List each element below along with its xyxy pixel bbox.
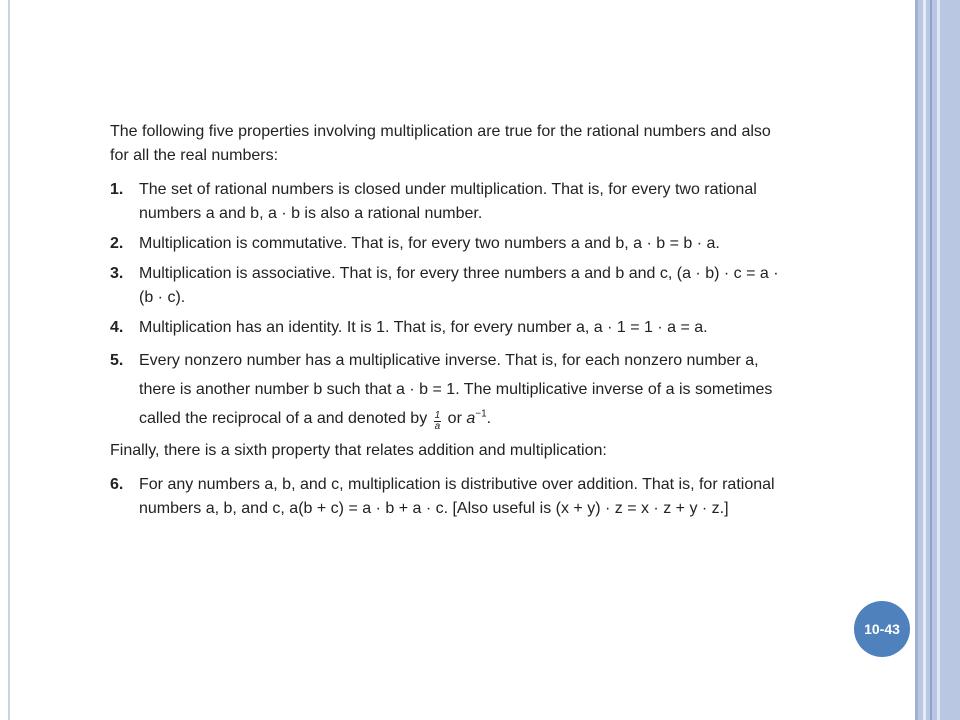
finally-paragraph: Finally, there is a sixth property that relates addition and multiplication: <box>110 442 607 459</box>
intro-paragraph: The following five properties involving multiplication are true for the rational numbers and also for all the real numbers: <box>110 123 771 164</box>
item-text: Every nonzero number has a multiplicative inverse. That is, for each nonzero number a, there is another number b such that a · b = 1. The multiplicative inverse of a is sometimes called the reciprocal of a and denoted by <box>139 352 773 427</box>
item-number: 5. <box>110 352 124 369</box>
band-stripe <box>923 0 926 720</box>
band-stripe <box>937 0 940 720</box>
item-text: Multiplication is associative. That is, for every three numbers a and b and c, (a · b) · c = a · (b · c). <box>139 265 779 306</box>
item-number: 3. <box>110 265 124 282</box>
property-item-1 <box>110 178 790 226</box>
item-text: The set of rational numbers is closed under multiplication. That is, for every two rational numbers a and b, a · b is also a rational number. <box>139 181 757 222</box>
property-item-2 <box>110 232 790 256</box>
left-border-rule <box>8 0 10 720</box>
property-item-3 <box>110 262 790 310</box>
right-decorative-band <box>915 0 960 720</box>
item-number: 1. <box>110 181 124 198</box>
slide-content <box>110 120 790 527</box>
reciprocal-fraction <box>434 411 442 432</box>
item-text-or: or <box>447 410 462 427</box>
property-item-4 <box>110 316 790 340</box>
item-number: 2. <box>110 235 124 252</box>
item-text: For any numbers a, b, and c, multiplication is distributive over addition. That is, for rational numbers a, b, and c, a(b + c) = a · b + a · c. [Also useful is (x + y) · z = x · z + y · z.] <box>139 476 775 517</box>
fraction-denominator: a <box>434 421 441 432</box>
band-stripe <box>930 0 932 720</box>
band-stripe <box>915 0 918 720</box>
item-text: Multiplication is commutative. That is, for every two numbers a and b, a · b = b · a. <box>139 235 720 252</box>
power-exponent: −1 <box>475 408 487 420</box>
slide-number-badge: 10-43 <box>854 601 910 657</box>
item-text: Multiplication has an identity. It is 1. That is, for every number a, a · 1 = 1 · a = a. <box>139 319 708 336</box>
fraction-numerator: 1 <box>434 410 441 421</box>
item-number: 6. <box>110 476 124 493</box>
property-item-6 <box>110 473 790 521</box>
item-number: 4. <box>110 319 124 336</box>
item-text-end: . <box>486 410 492 427</box>
property-item-5 <box>110 346 790 433</box>
power-base: a <box>466 410 476 427</box>
